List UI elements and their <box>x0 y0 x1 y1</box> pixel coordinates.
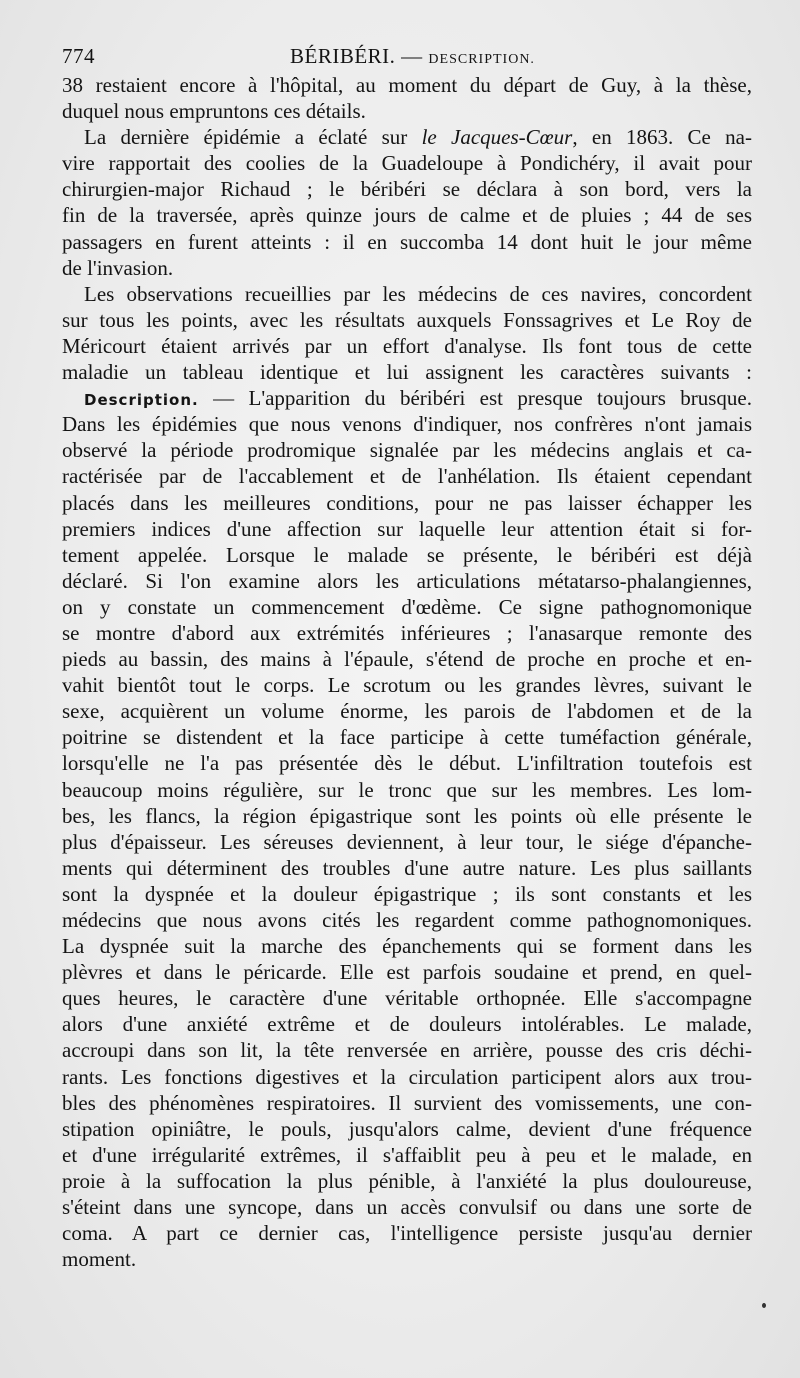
text-line: poitrine se distendent et la face participe à cette tuméfaction générale, <box>62 725 752 750</box>
text-segment: — L'apparition du béribéri est presque toujours brusque. <box>213 386 752 411</box>
text-line: moment. <box>62 1247 137 1272</box>
running-head <box>290 44 535 69</box>
body-text <box>62 72 752 1272</box>
text-segment: La dernière épidémie a éclaté sur <box>84 125 422 150</box>
page-number: 774 <box>62 44 95 68</box>
text-line: coma. A part ce dernier cas, l'intelligence persiste jusqu'au dernier <box>62 1221 752 1246</box>
text-line: duquel nous empruntons ces détails. <box>62 99 366 124</box>
text-line: maladie un tableau identique et lui assignent les caractères suivants : <box>62 360 752 385</box>
text-line: ments qui déterminent des troubles d'une autre nature. Les plus saillants <box>62 855 752 880</box>
text-line: alors d'une anxiété extrême et de douleurs intolérables. Le malade, <box>62 1012 752 1037</box>
text-line: stipation opiniâtre, le pouls, jusqu'alors calme, devient d'une fréquence <box>62 1116 752 1141</box>
text-line: sexe, acquièrent un volume énorme, les parois de l'abdomen et de la <box>62 699 752 724</box>
text-line: ques heures, le caractère d'une véritable orthopnée. Elle s'accompagne <box>62 986 752 1011</box>
text-line: chirurgien-major Richaud ; le béribéri se déclara à son bord, vers la <box>62 177 752 202</box>
text-line: sont la dyspnée et la douleur épigastrique ; ils sont constants et les <box>62 881 752 906</box>
text-line: on y constate un commencement d'œdème. Ce signe pathognomonique <box>62 594 752 619</box>
text-line: Dans les épidémies que nous venons d'indiquer, nos confrères n'ont jamais <box>62 412 752 437</box>
text-line: bles des phénomènes respiratoires. Il survient des vomissements, une con- <box>62 1090 752 1115</box>
text-line: vire rapportait des coolies de la Guadeloupe à Pondichéry, il avait pour <box>62 151 752 176</box>
text-line: Méricourt étaient arrivés par un effort d'analyse. Ils font tous de cette <box>62 333 752 358</box>
text-line: fin de la traversée, après quinze jours de calme et de pluies ; 44 de ses <box>62 203 752 228</box>
text-line: s'éteint dans une syncope, dans un accès convulsif ou dans une sorte de <box>62 1195 752 1220</box>
text-line: et d'une irrégularité extrêmes, il s'affaiblit peu à peu et le malade, en <box>62 1142 752 1167</box>
text-line: ractérisée par de l'accablement et de l'anhélation. Ils étaient cependant <box>62 464 752 489</box>
text-segment: , en 1863. Ce na- <box>572 125 752 150</box>
ship-name: le Jacques-Cœur <box>421 125 573 150</box>
text-line: tement appelée. Lorsque le malade se présente, le béribéri est déjà <box>62 542 752 567</box>
text-line: beaucoup moins régulière, sur le tronc que sur les membres. Les lom- <box>62 777 752 802</box>
text-line: placés dans les meilleures conditions, pour ne pas laisser échapper les <box>62 490 752 515</box>
text-line: médecins que nous avons cités les regardent comme pathognomoniques. <box>62 908 752 932</box>
text-line: lorsqu'elle ne l'a pas présentée dès le début. L'infiltration toutefois est <box>62 751 752 776</box>
running-head-section: DESCRIPTION. <box>428 52 535 67</box>
running-head-title: BÉRIBÉRI. <box>290 44 396 68</box>
text-line: rants. Les fonctions digestives et la circulation participent alors aux trou- <box>62 1064 752 1089</box>
text-line: 38 restaient encore à l'hôpital, au moment du départ de Guy, à la thèse, <box>62 73 752 97</box>
ink-speck <box>762 1303 766 1308</box>
text-line <box>62 385 752 411</box>
text-line: passagers en furent atteints : il en succomba 14 dont huit le jour même <box>62 229 752 254</box>
text-line: plèvres et dans le péricarde. Elle est parfois soudaine et prend, en quel- <box>62 960 752 985</box>
text-line: se montre d'abord aux extrémités inférieures ; l'anasarque remonte des <box>62 620 752 645</box>
text-line: bes, les flancs, la région épigastrique sont les points où elle présente le <box>62 803 752 828</box>
text-line: plus d'épaisseur. Les séreuses deviennent, à leur tour, le siége d'épanche- <box>62 829 752 854</box>
text-line: premiers indices d'une affection sur laquelle leur attention était si for- <box>62 516 752 541</box>
text-line: pieds au bassin, des mains à l'épaule, s'étend de proche en proche et en- <box>62 647 752 672</box>
text-line: vahit bientôt tout le corps. Le scrotum ou les grandes lèvres, suivant le <box>62 673 752 698</box>
running-head-dash: — <box>401 44 423 68</box>
text-line <box>62 124 752 150</box>
text-line: proie à la suffocation la plus pénible, à l'anxiété la plus douloureuse, <box>62 1168 752 1193</box>
text-line: accroupi dans son lit, la tête renversée en arrière, pousse des cris déchi- <box>62 1038 752 1063</box>
text-line: déclaré. Si l'on examine alors les articulations métatarso-phalangiennes, <box>62 568 752 593</box>
text-line: Les observations recueillies par les médecins de ces navires, concordent <box>84 281 752 306</box>
text-line: de l'invasion. <box>62 255 174 280</box>
page-header <box>62 44 752 74</box>
section-heading: Description. <box>84 391 199 410</box>
text-line: sur tous les points, avec les résultats auxquels Fonssagrives et Le Roy de <box>62 307 752 332</box>
text-line: La dyspnée suit la marche des épanchements qui se forment dans les <box>62 934 752 959</box>
text-line: observé la période prodromique signalée par les médecins anglais et ca- <box>62 438 752 463</box>
